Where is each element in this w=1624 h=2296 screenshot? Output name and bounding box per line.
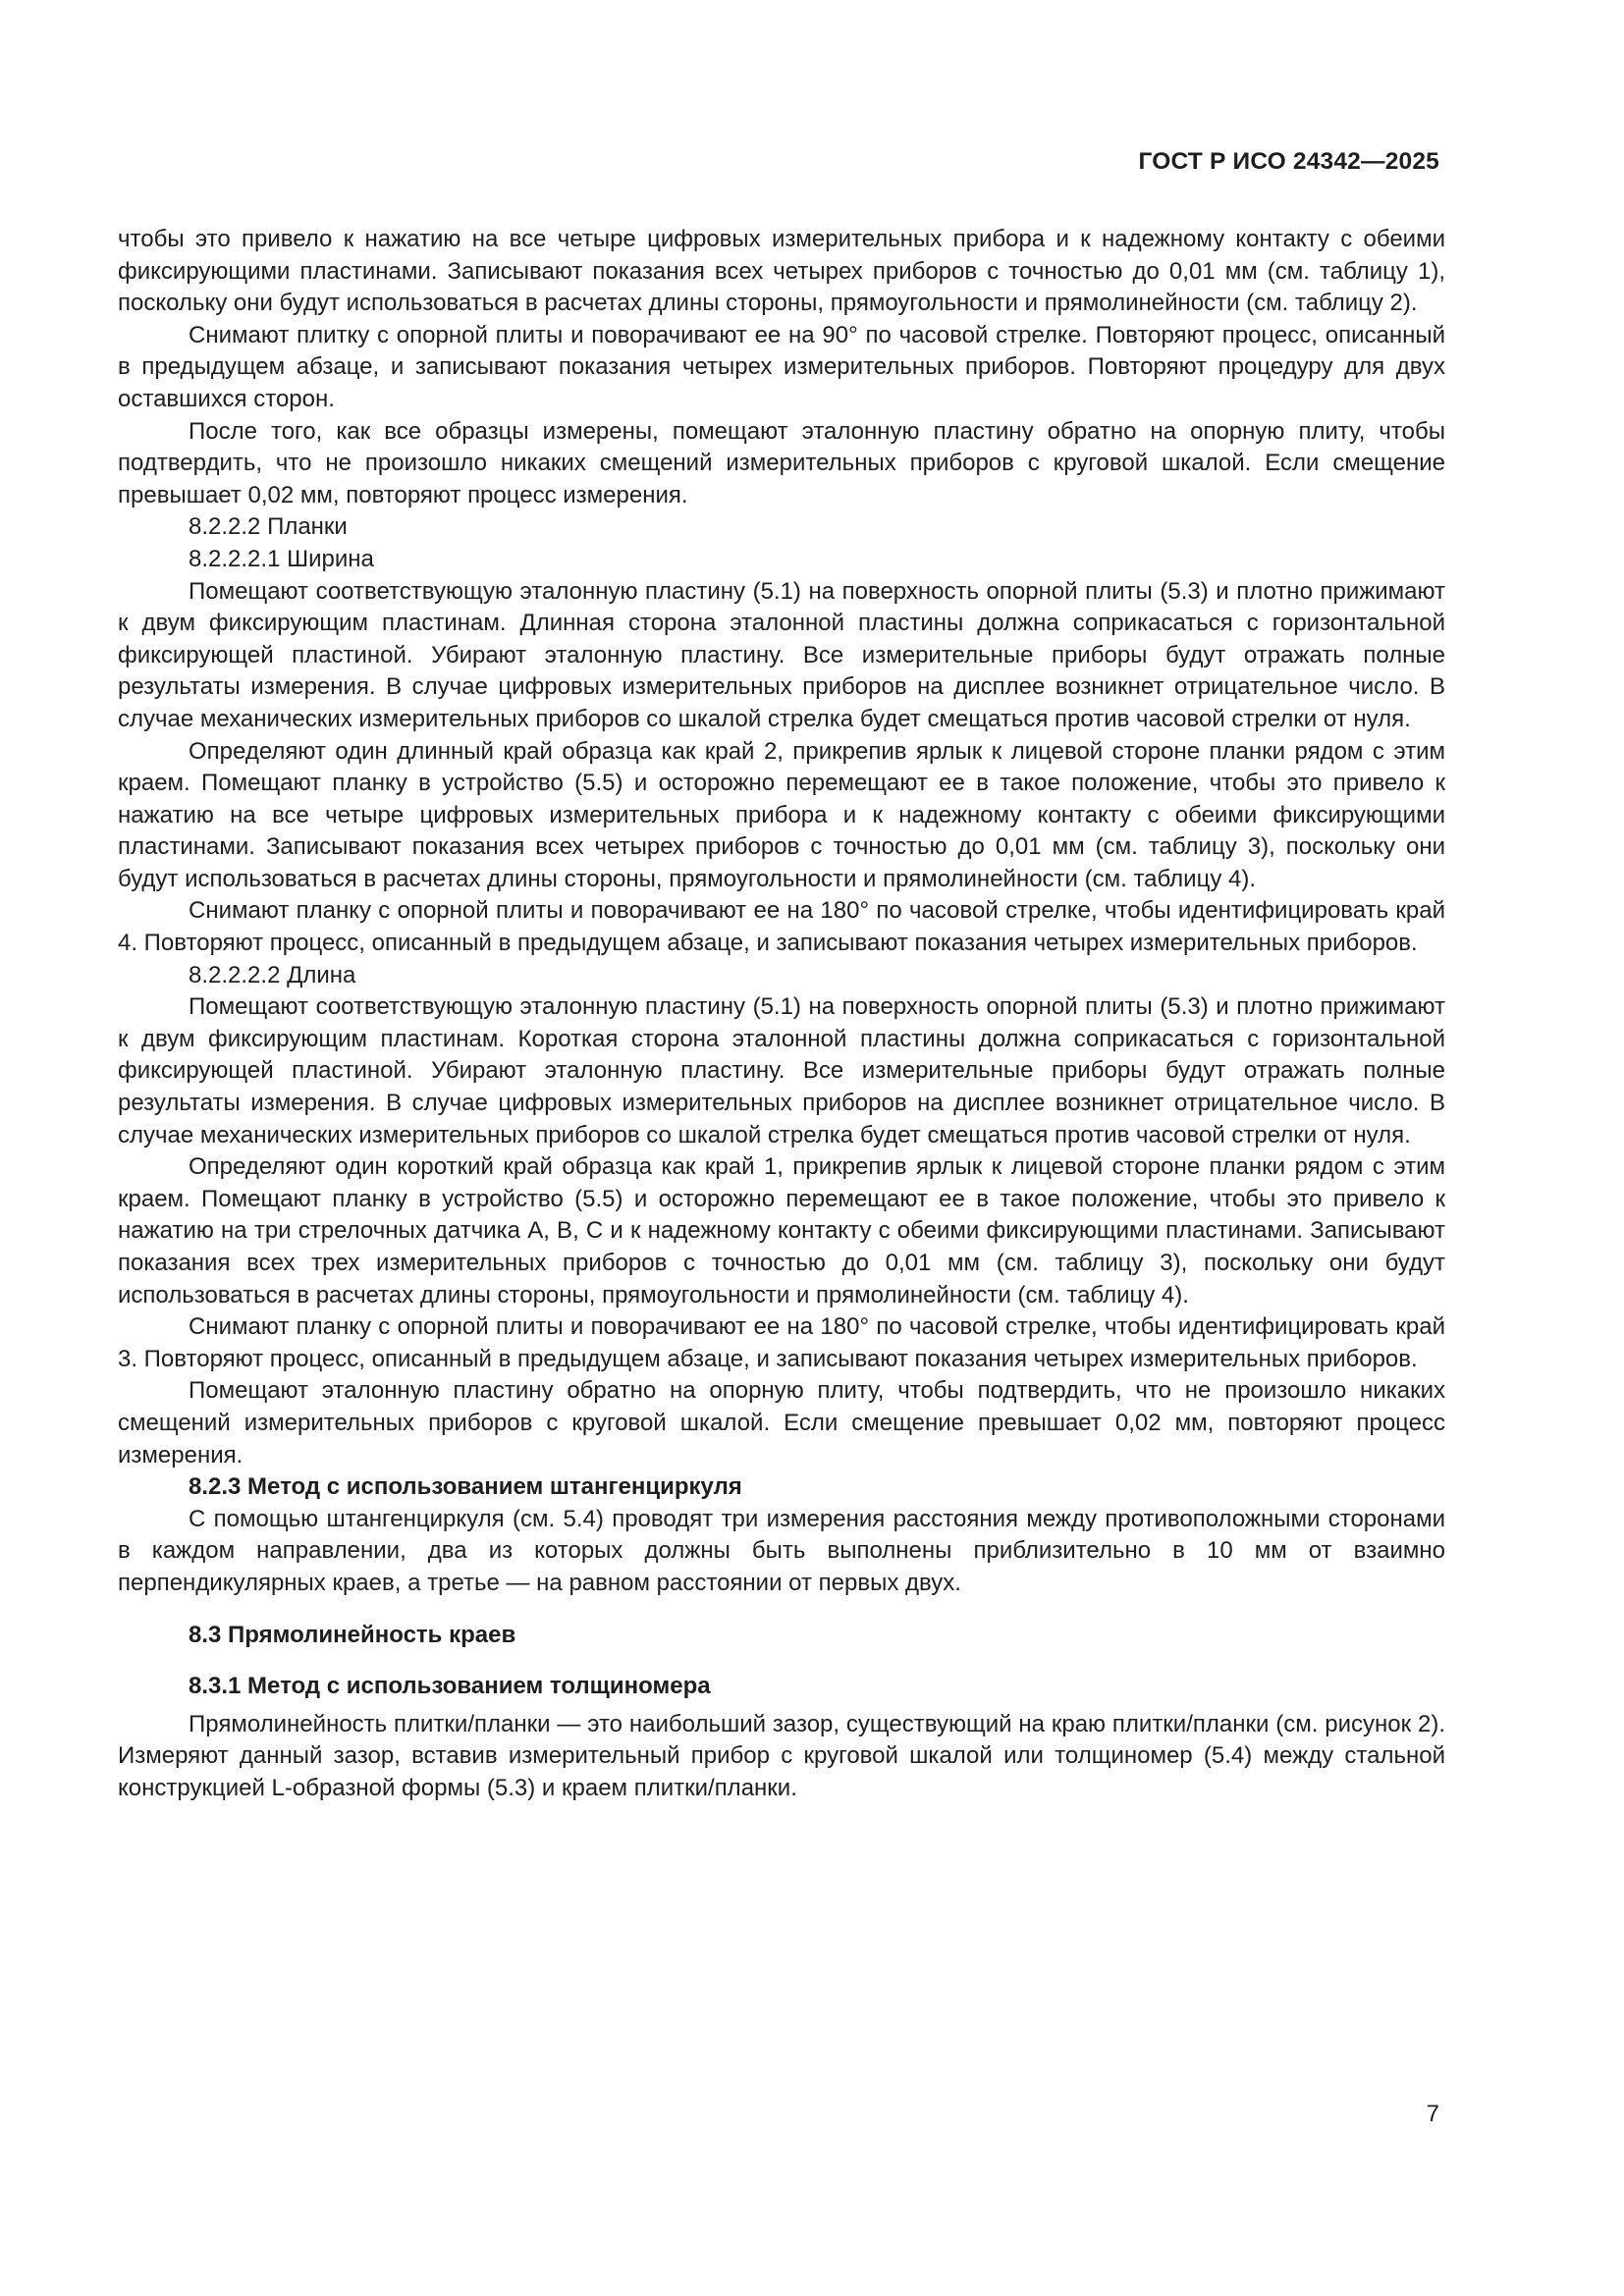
paragraph: Помещают соответствующую эталонную пластину (5.1) на поверхность опорной плиты (5.3) и плотно прижимают к двум фиксирующим пластинам. Длинная сторона эталонной пластины должна соприкасаться с горизонтальной фиксирующей пластиной. Убирают эталонную пластину. Все измерительные приборы будут отражать полные результаты измерения. В случае цифровых измерительных приборов на дисплее возникнет отрицательное число. В случае механических измерительных приборов со шкалой стрелка будет смещаться против часовой стрелки от нуля. bbox=[118, 577, 1445, 732]
paragraph: Снимают плитку с опорной плиты и поворачивают ее на 90° по часовой стрелке. Повторяют процесс, описанный в предыдущем абзаце, и записывают показания четырех измерительных приборов. Повторяют процедуру для двух оставшихся сторон. bbox=[118, 321, 1445, 412]
paragraph: Снимают планку с опорной плиты и поворачивают ее на 180° по часовой стрелке, чтобы идентифицировать край 3. Повторяют процесс, описанный в предыдущем абзаце, и записывают показания четырех измерительных приборов. bbox=[118, 1313, 1445, 1372]
document-code: ГОСТ Р ИСО 24342—2025 bbox=[1138, 148, 1439, 175]
section-heading-8-3: 8.3 Прямолинейность краев bbox=[189, 1621, 516, 1648]
paragraph: Определяют один длинный край образца как край 2, прикрепив ярлык к лицевой стороне планки рядом с этим краем. Помещают планку в устройство (5.5) и осторожно перемещают ее в такое положение, чтобы это привело к нажатию на все четыре цифровых измерительных прибора и к надежному контакту с обеими фиксирующими пластинами. Записывают показания всех четырех приборов с точностью до 0,01 мм (см. таблицу 3), поскольку они будут использоваться в расчетах длины стороны, прямоугольности и прямолинейности (см. таблицу 4). bbox=[118, 737, 1445, 892]
paragraph: После того, как все образцы измерены, помещают эталонную пластину обратно на опорную плиту, чтобы подтвердить, что не произошло никаких смещений измерительных приборов с круговой шкалой. Если смещение превышает 0,02 мм, повторяют процесс измерения. bbox=[118, 417, 1445, 508]
paragraph: Помещают соответствующую эталонную пластину (5.1) на поверхность опорной плиты (5.3) и плотно прижимают к двум фиксирующим пластинам. Короткая сторона эталонной пластины должна соприкасаться с горизонтальной фиксирующей пластиной. Убирают эталонную пластину. Все измерительные приборы будут отражать полные результаты измерения. В случае цифровых измерительных приборов на дисплее возникнет отрицательное число. В случае механических измерительных приборов со шкалой стрелка будет смещаться против часовой стрелки от нуля. bbox=[118, 993, 1445, 1148]
paragraph: С помощью штангенциркуля (см. 5.4) проводят три измерения расстояния между противоположными сторонами в каждом направлении, два из которых должны быть выполнены приблизительно в 10 мм от взаимно перпендикулярных краев, а третье — на равном расстоянии от первых двух. bbox=[118, 1505, 1445, 1596]
section-heading-8-2-3: 8.2.3 Метод с использованием штангенциркуля bbox=[189, 1473, 742, 1501]
paragraph: Определяют один короткий край образца как край 1, прикрепив ярлык к лицевой стороне планки рядом с этим краем. Помещают планку в устройство (5.5) и осторожно перемещают ее в такое положение, чтобы это привело к нажатию на три стрелочных датчика А, В, С и к надежному контакту с обеими фиксирующими пластинами. Записывают показания всех трех измерительных приборов с точностью до 0,01 мм (см. таблицу 3), поскольку они будут использоваться в расчетах длины стороны, прямоугольности и прямолинейности (см. таблицу 4). bbox=[118, 1153, 1445, 1308]
subsection-title-8-2-2-2-1: 8.2.2.2.1 Ширина bbox=[189, 545, 374, 572]
page-number: 7 bbox=[1426, 2101, 1439, 2127]
paragraph: Помещают эталонную пластину обратно на опорную плиту, чтобы подтвердить, что не произошло никаких смещений измерительных приборов с круговой шкалой. Если смещение превышает 0,02 мм, повторяют процесс измерения. bbox=[118, 1377, 1445, 1468]
document-body bbox=[118, 224, 1445, 1805]
subsection-title-8-2-2-2-2: 8.2.2.2.2 Длина bbox=[189, 961, 356, 988]
paragraph: Прямолинейность плитки/планки — это наибольший зазор, существующий на краю плитки/планки (см. рисунок 2). Измеряют данный зазор, вставив измерительный прибор с круговой шкалой или толщиномер (5.4) между стальной конструкцией L-образной формы (5.3) и краем плитки/планки. bbox=[118, 1710, 1445, 1801]
section-heading-8-3-1: 8.3.1 Метод с использованием толщиномера bbox=[189, 1673, 711, 1700]
subsection-title-8-2-2-2: 8.2.2.2 Планки bbox=[189, 513, 348, 541]
paragraph-continuation: чтобы это привело к нажатию на все четыре цифровых измерительных прибора и к надежному контакту с обеими фиксирующими пластинами. Записывают показания всех четырех приборов с точностью до 0,01 мм (см. таблицу 1), поскольку они будут использоваться в расчетах длины стороны, прямоугольности и прямолинейности (см. таблицу 2). bbox=[118, 226, 1445, 317]
paragraph: Снимают планку с опорной плиты и поворачивают ее на 180° по часовой стрелке, чтобы идентифицировать край 4. Повторяют процесс, описанный в предыдущем абзаце, и записывают показания четырех измерительных приборов. bbox=[118, 897, 1445, 957]
